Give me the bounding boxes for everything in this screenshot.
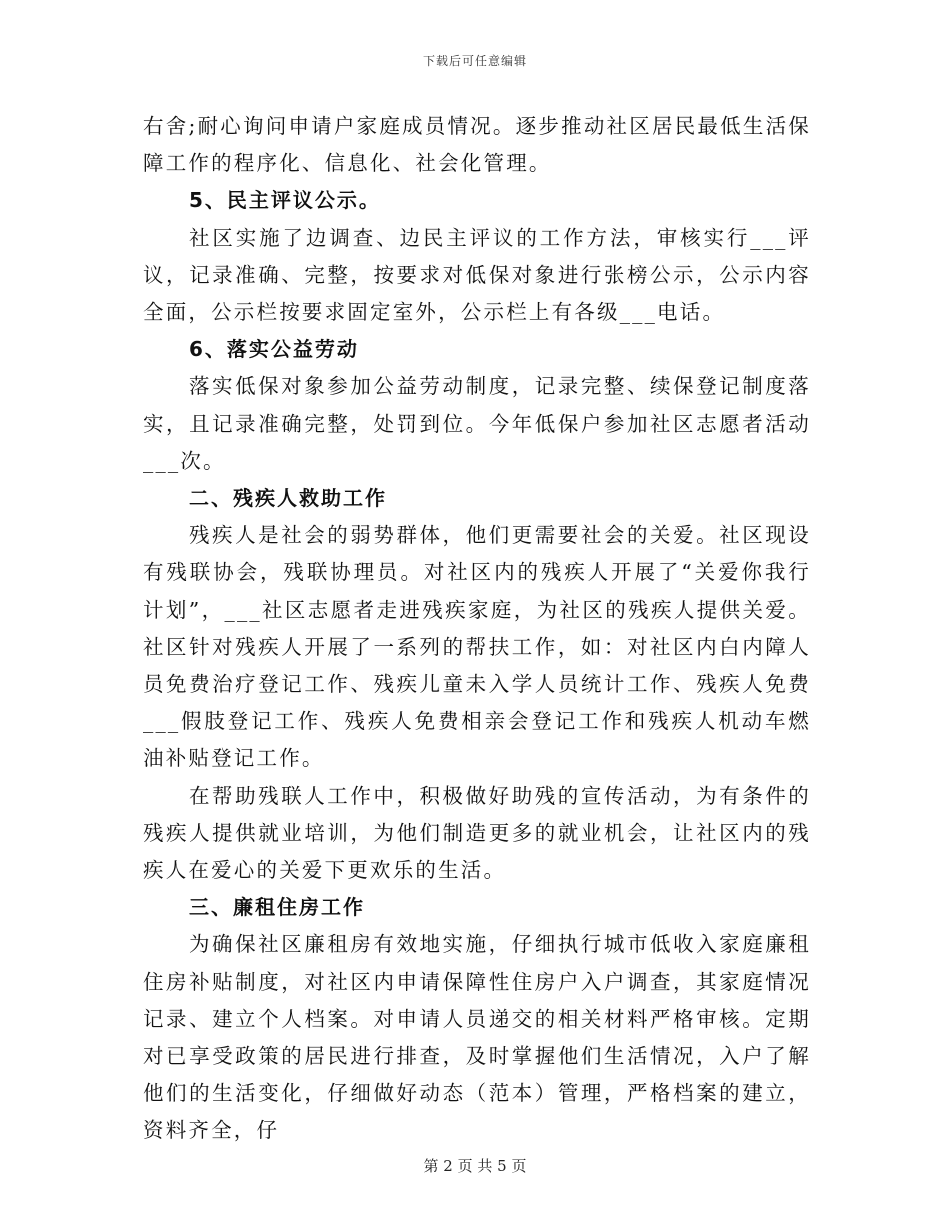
section-heading-low-rent-housing: 三、廉租住房工作: [189, 895, 365, 920]
page-header: 下载后可任意编辑: [422, 54, 527, 68]
paragraph-disability-aid: 残疾人是社会的弱势群体，他们更需要社会的关爱。社区现设有残联协会，残联协理员。对社区内的残疾人开展了“关爱你我行计划”，___社区志愿者走进残疾家庭，为社区的残疾人提供关爱。社区针对残疾人开展了一系列的帮扶工作，如：对社区内白内障人员免费治疗登记工作、残疾儿童未入学人员统计工作、残疾人免费___假肢登记工作、残疾人免费相亲会登记工作和残疾人机动车燃油补贴登记工作。: [143, 523, 811, 771]
paragraph-public-labor: 落实低保对象参加公益劳动制度，记录完整、续保登记制度落实，且记录准确完整，处罚到位。今年低保户参加社区志愿者活动___次。: [143, 374, 811, 473]
section-heading-disability-aid: 二、残疾人救助工作: [189, 486, 387, 511]
paragraph-public-review: 社区实施了边调查、边民主评议的工作方法，审核实行___评议，记录准确、完整，按要求对低保对象进行张榜公示，公示内容全面，公示栏按要求固定室外，公示栏上有各级___电话。: [143, 225, 811, 325]
section-heading-public-labor: 6、落实公益劳动: [189, 337, 359, 362]
paragraph-continuation: 右舍;耐心询问申请户家庭成员情况。逐步推动社区居民最低生活保障工作的程序化、信息化、社会化管理。: [143, 114, 811, 176]
paragraph-disability-promotion: 在帮助残联人工作中，积极做好助残的宣传活动，为有条件的残疾人提供就业培训，为他们制造更多的就业机会，让社区内的残疾人在爱心的关爱下更欢乐的生活。: [143, 783, 811, 883]
section-heading-public-review: 5、民主评议公示。: [189, 188, 381, 213]
document-body: [143, 108, 811, 1150]
paragraph-low-rent-housing: 为确保社区廉租房有效地实施，仔细执行城市低收入家庭廉租住房补贴制度，对社区内申请保障性住房户入户调查，其家庭情况记录、建立个人档案。对申请人员递交的相关材料严格审核。定期对已享受政策的居民进行排查，及时掌握他们生活情况，入户了解他们的生活变化，仔细做好动态（范本）管理，严格档案的建立，资料齐全，仔: [143, 932, 811, 1143]
page-number: 第 2 页 共 5 页: [423, 1157, 527, 1175]
